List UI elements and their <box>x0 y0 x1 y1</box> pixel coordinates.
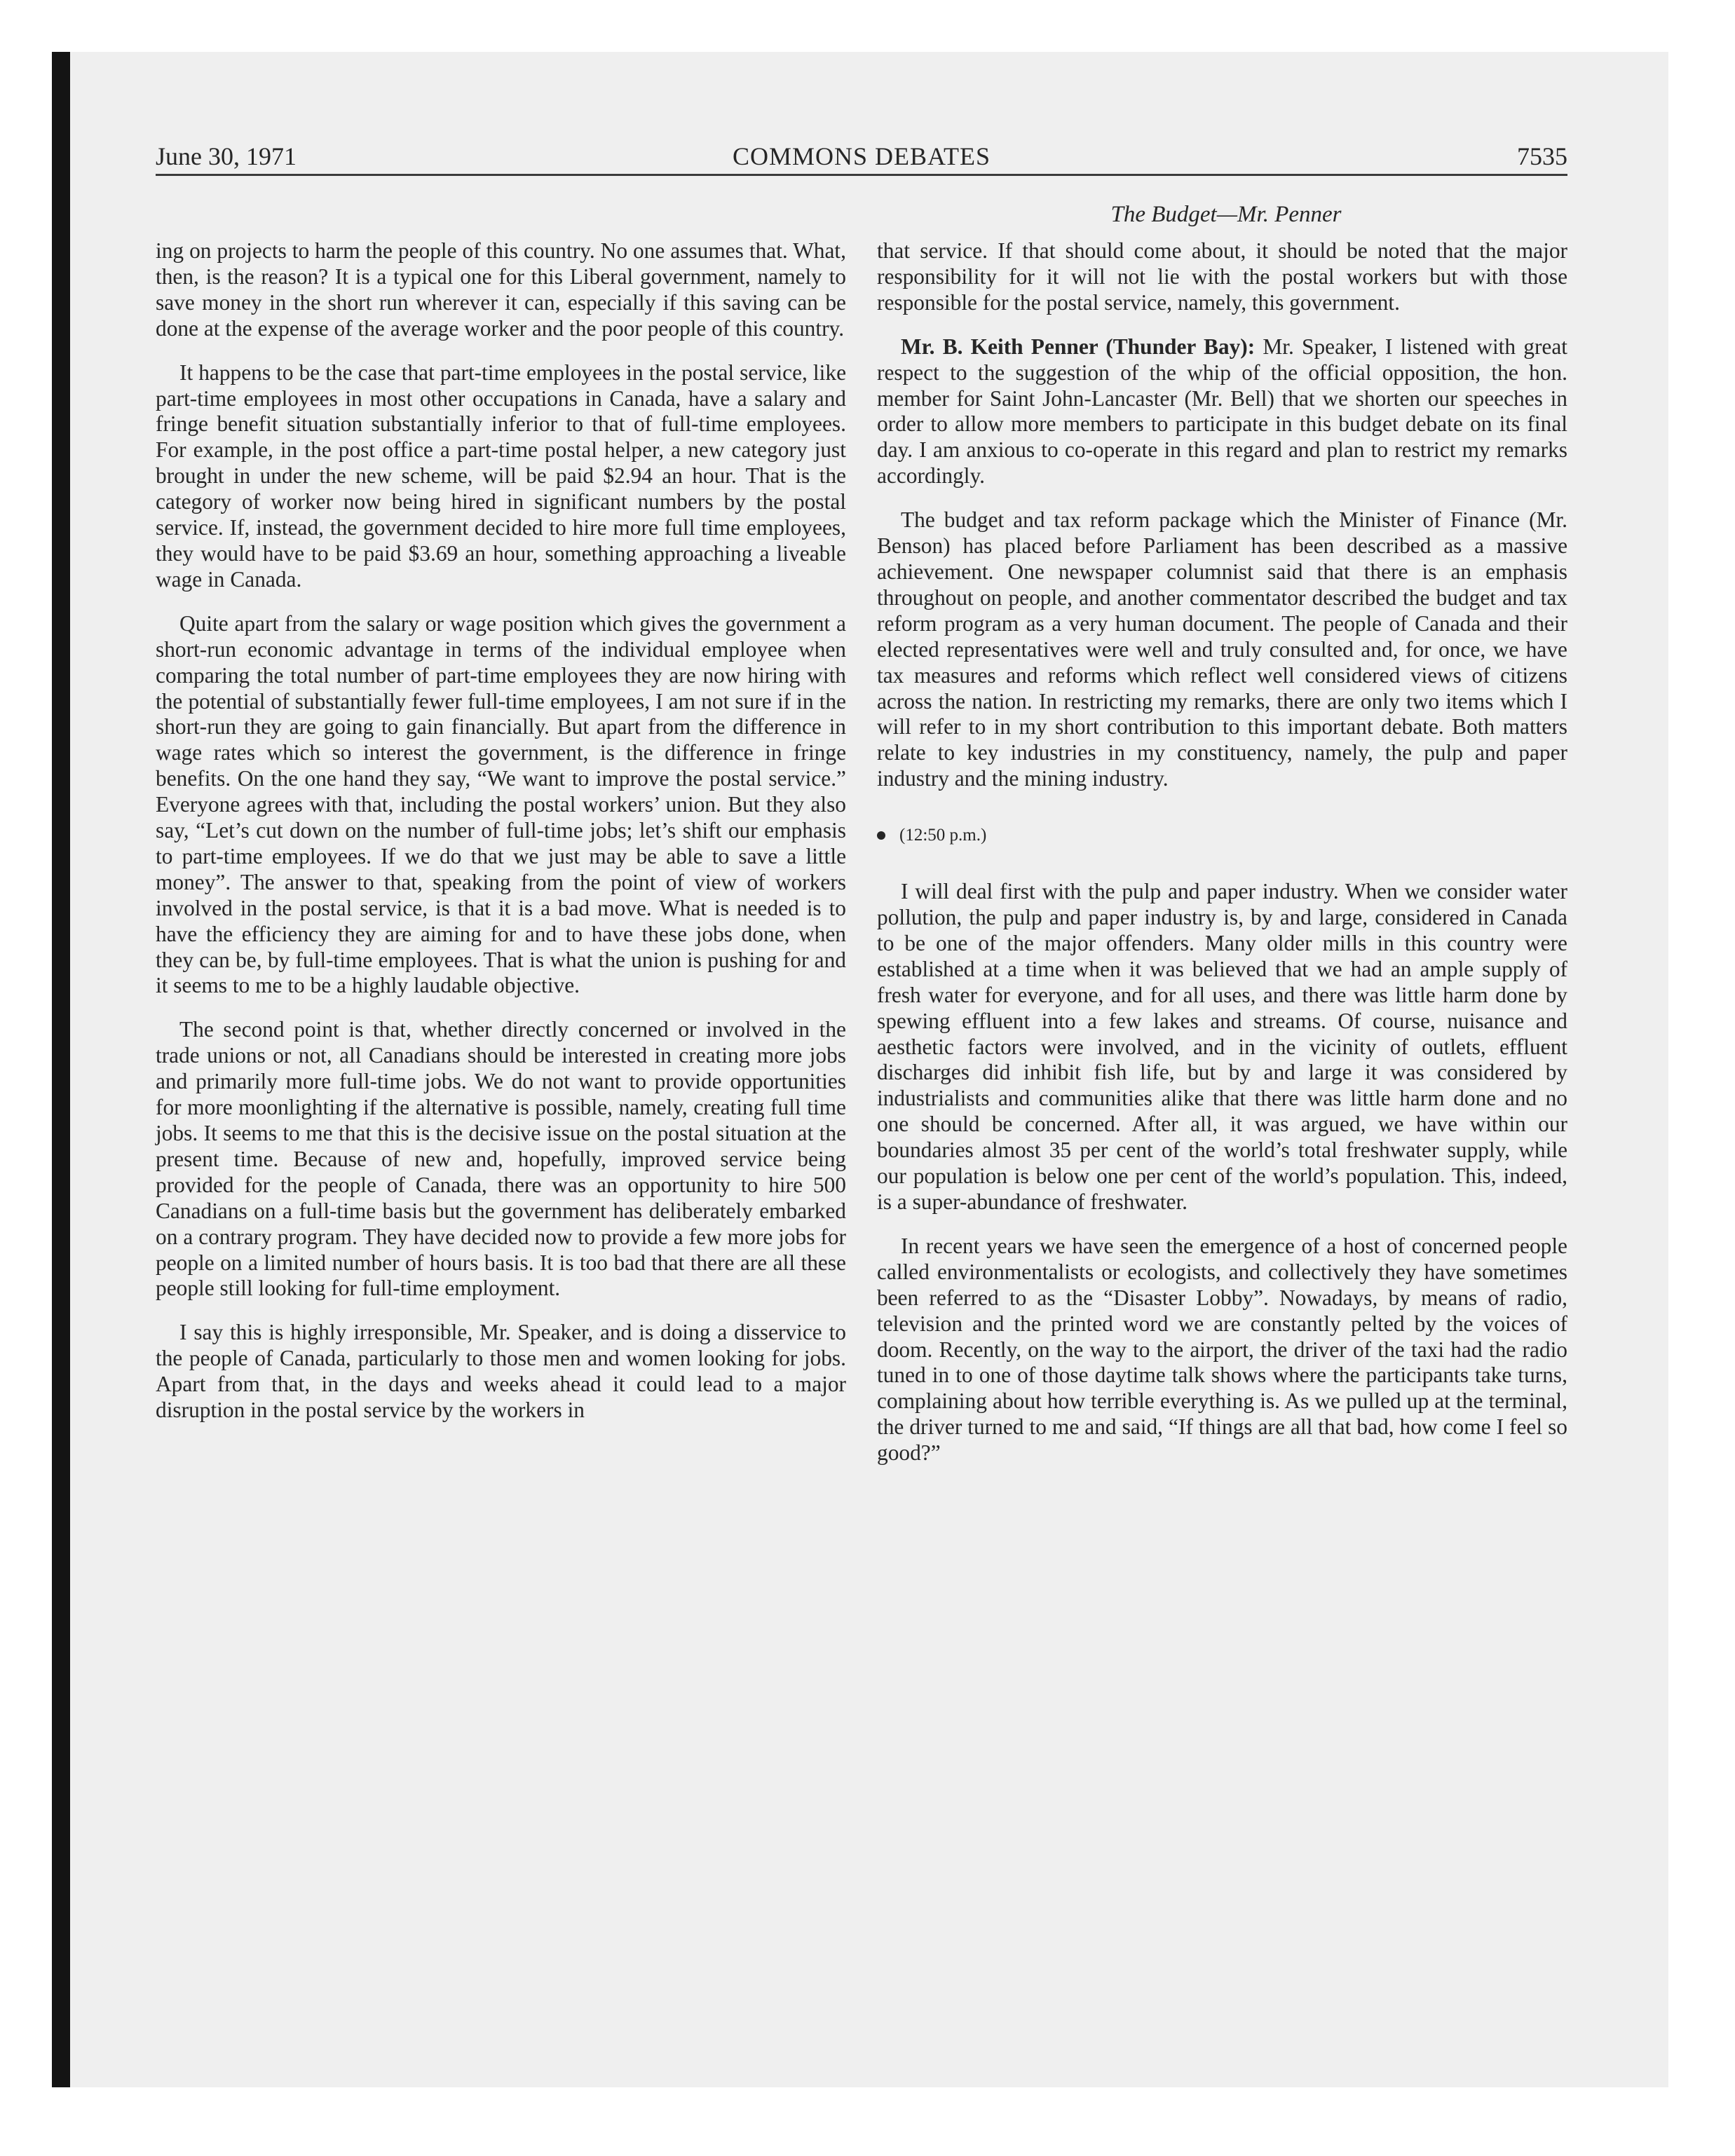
paragraph: The second point is that, whether directly concerned or involved in the trade unions or not, all Canadians should be interested in creating more jobs and primarily more full-time jobs. We do not want to provide opportunities for more moonlighting if the alternative is possible, namely, creating full time jobs. It seems to me that this is the decisive issue on the postal situation at the present time. Because of new and, hopefully, improved service being provided for the people of Canada, there was an opportunity to hire 500 Canadians on a full-time basis but the government has deliberately embarked on a contrary program. They have decided now to provide a few more jobs for people on a limited number of hours basis. It is too bad that there are all these people still looking for full-time employment. <box>156 1017 846 1301</box>
timestamp <box>877 823 1567 848</box>
page-date: June 30, 1971 <box>156 142 297 170</box>
paragraph: that service. If that should come about, it should be noted that the major responsibility for it will not lie with the postal workers but with those responsible for the postal service, namely, this government. <box>877 238 1567 315</box>
speaker-text: Mr. Speaker, I listened with great respect to the suggestion of the whip of the official opposition, the hon. member for Saint John-Lancaster (Mr. Bell) that we shorten our speeches in order to allow more members to participate in this budget debate on its final day. I am anxious to co-operate in this regard and plan to restrict my remarks accordingly. <box>877 334 1568 489</box>
paragraph: ing on projects to harm the people of this country. No one assumes that. What, then, is the reason? It is a typical one for this Liberal government, namely to save money in the short run wherever it can, especially if this saving can be done at the expense of the average worker and the poor people of this country. <box>156 238 846 341</box>
publication-title: COMMONS DEBATES <box>732 142 991 170</box>
paragraph: The budget and tax reform package which the Minister of Finance (Mr. Benson) has placed before Parliament has been described as a massive achievement. One newspaper columnist said that there is an emphasis throughout on people, and another commentator described the budget and tax reform program as a very human document. The people of Canada and their elected representatives were well and truly consulted and, for once, we have tax measures and reforms which reflect well considered views of citizens across the nation. In restricting my remarks, there are only two items which I will refer to in my short contribution to this important debate. Both matters relate to key industries in my constituency, namely, the pulp and paper industry and the mining industry. <box>877 507 1567 791</box>
paragraph: It happens to be the case that part-time employees in the postal service, like part-time employees in most other occupations in Canada, have a salary and fringe benefit situation substantially inferior to that of full-time employees. For example, in the post office a part-time postal helper, a new category just brought in under the new scheme, will be paid $2.94 an hour. That is the category of worker now being hired in significant numbers by the postal service. If, instead, the government decided to hire more full time employees, they would have to be paid $3.69 an hour, something approaching a liveable wage in Canada. <box>156 360 846 592</box>
paragraph: Quite apart from the salary or wage position which gives the government a short-run economic advantage in terms of the individual employee when comparing the total number of part-time employees they are now hiring with the potential of substantially fewer full-time employees, I am not sure if in the short-run they are going to gain financially. But apart from the difference in wage rates which so interest the government, is the difference in fringe benefits. On the one hand they say, “We want to improve the postal service.” Everyone agrees with that, including the postal workers’ union. But they also say, “Let’s cut down on the number of full-time jobs; let’s shift our emphasis to part-time employees. If we do that we just may be able to save a little money”. The answer to that, speaking from the point of view of workers involved in the postal service, is that it is a bad move. What is needed is to have the efficiency they are aiming for and to have these jobs done, when they can be, by full-time employees. That is what the union is pushing for and it seems to me to be a highly laudable objective. <box>156 610 846 998</box>
bullet-icon <box>877 831 885 840</box>
section-subhead: The Budget—Mr. Penner <box>1110 202 1342 227</box>
timestamp-text: (12:50 p.m.) <box>899 826 987 845</box>
speaker-paragraph <box>877 334 1567 489</box>
right-column <box>877 238 1567 1485</box>
binding-edge <box>52 52 70 2087</box>
paragraph: In recent years we have seen the emergence of a host of concerned people called environmentalists or ecologists, and collectively they have sometimes been referred to as the “Disaster Lobby”. Nowadays, by means of radio, television and the printed word we are constantly pelted by the voices of doom. Recently, on the way to the airport, the driver of the taxi had the radio tuned in to one of those daytime talk shows where the participants take turns, complaining about how terrible everything is. As we pulled up at the terminal, the driver turned to me and said, “If things are all that bad, how come I feel so good?” <box>877 1233 1567 1466</box>
speaker-name: Mr. B. Keith Penner (Thunder Bay): <box>901 334 1256 359</box>
page-number: 7535 <box>1517 142 1567 170</box>
paragraph: I say this is highly irresponsible, Mr. Speaker, and is doing a disservice to the people of Canada, particularly to those men and women looking for jobs. Apart from that, in the days and weeks ahead it could lead to a major disruption in the postal service by the workers in <box>156 1320 846 1423</box>
paragraph: I will deal first with the pulp and paper industry. When we consider water pollution, the pulp and paper industry is, by and large, considered in Canada to be one of the major offenders. Many older mills in this country were established at a time when it was believed that we had an ample supply of fresh water for everyone, and for all uses, and there was little harm done by spewing effluent into a few lakes and streams. Of course, nuisance and aesthetic factors were involved, and in the vicinity of outlets, effluent discharges did inhibit fish life, but by and large it was considered by industrialists and communities alike that there was little harm done and no one should be concerned. After all, it was argued, we have within our boundaries almost 35 per cent of the world’s total freshwater supply, while our population is below one per cent of the world’s population. This, indeed, is a super-abundance of freshwater. <box>877 879 1567 1214</box>
left-column <box>156 238 846 1442</box>
running-head <box>156 139 1567 176</box>
